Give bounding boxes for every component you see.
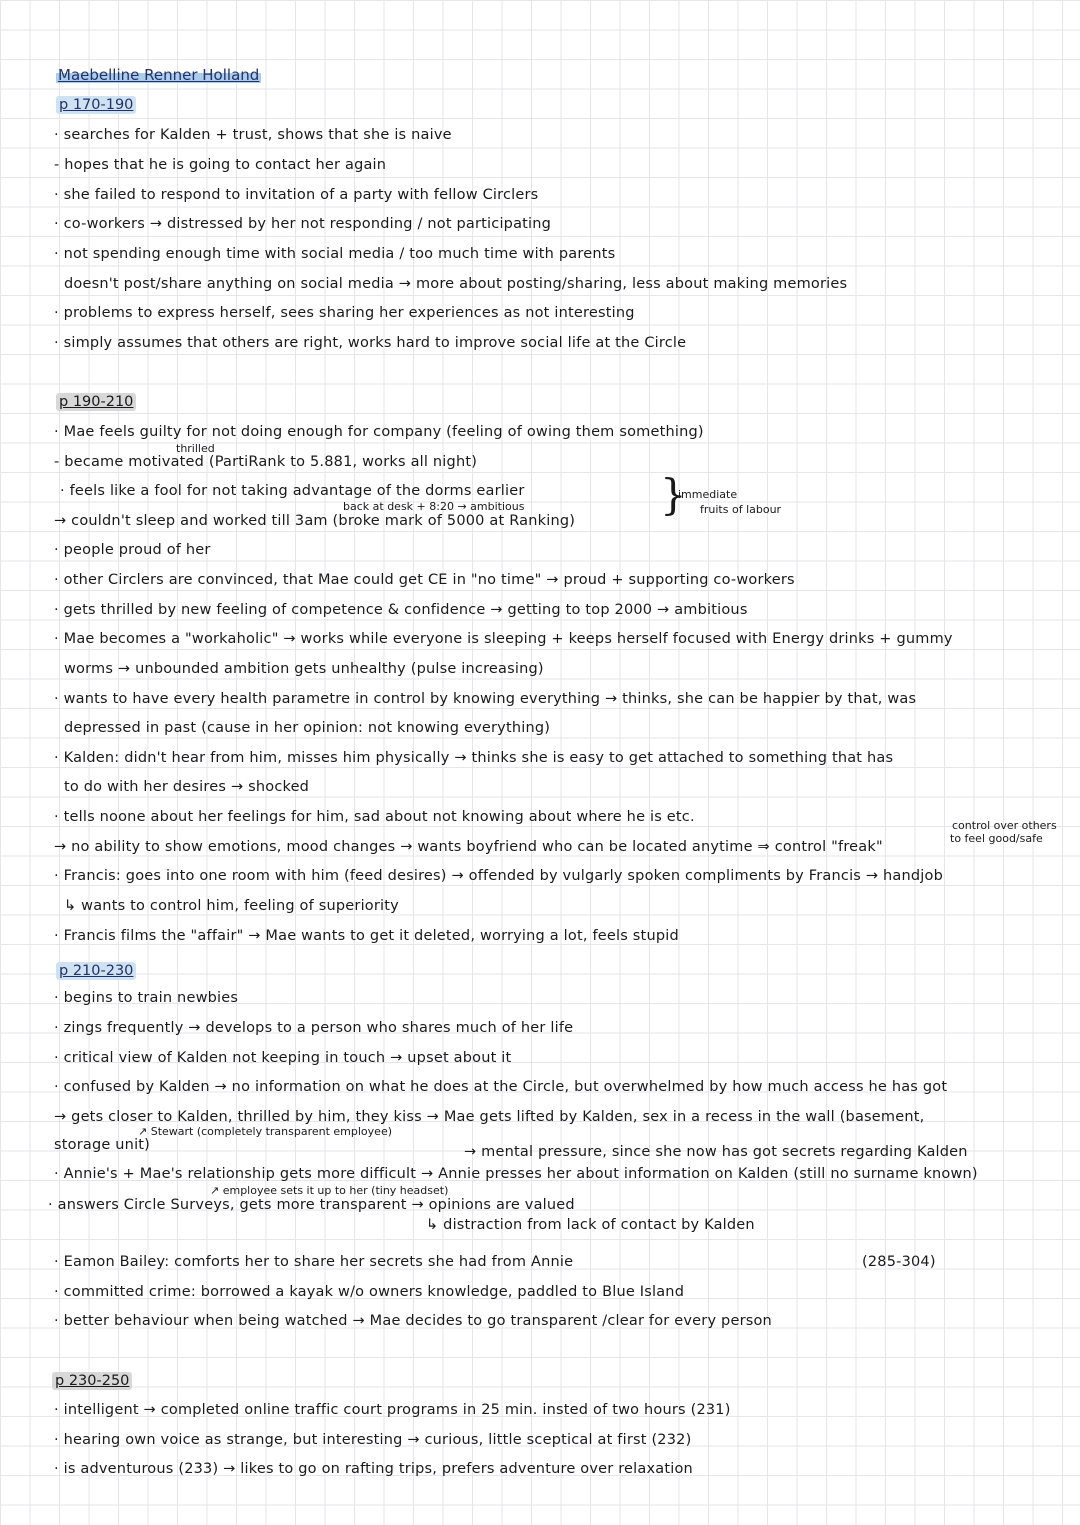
- note-line: · she failed to respond to invitation of a party with fellow Circlers: [54, 187, 539, 203]
- annotation-fruits-of-labour: fruits of labour: [700, 503, 782, 516]
- note-line: · not spending enough time with social media / too much time with parents: [54, 246, 616, 262]
- note-line: → gets closer to Kalden, thrilled by him, they kiss → Mae gets lifted by Kalden, sex in a recess in the wall (basement,: [54, 1109, 925, 1125]
- note-line: → couldn't sleep and worked till 3am (broke mark of 5000 at Ranking): [54, 513, 576, 529]
- page-title: Maebelline Renner Holland: [58, 66, 260, 84]
- note-line: · problems to express herself, sees sharing her experiences as not interesting: [54, 305, 635, 321]
- note-line: · tells noone about her feelings for him, sad about not knowing about where he is etc.: [54, 809, 695, 825]
- note-line: - became motivated (PartiRank to 5.881, works all night): [54, 454, 478, 470]
- note-line: · Mae becomes a "workaholic" → works while everyone is sleeping + keeps herself focused with Energy drinks + gummy: [54, 631, 953, 647]
- note-line: · Kalden: didn't hear from him, misses him physically → thinks she is easy to get attached to something that has: [54, 750, 894, 766]
- note-line: · co-workers → distressed by her not responding / not participating: [54, 216, 552, 232]
- note-line: · is adventurous (233) → likes to go on rafting trips, prefers adventure over relaxation: [54, 1461, 693, 1477]
- note-line: · hearing own voice as strange, but interesting → curious, little sceptical at first (232): [54, 1432, 692, 1448]
- note-line: · searches for Kalden + trust, shows that she is naive: [54, 127, 452, 143]
- section-heading-230-250: p 230-250: [52, 1372, 132, 1390]
- note-line: → no ability to show emotions, mood changes → wants boyfriend who can be located anytime ⇒ control "freak": [54, 839, 883, 855]
- note-line: · simply assumes that others are right, works hard to improve social life at the Circle: [54, 335, 687, 351]
- annotation-back-at-desk: back at desk + 8:20 → ambitious: [343, 500, 525, 513]
- page-reference: (285-304): [862, 1254, 936, 1270]
- note-line: to do with her desires → shocked: [64, 779, 310, 795]
- section-heading-210-230: p 210-230: [56, 962, 136, 980]
- note-line: · confused by Kalden → no information on what he does at the Circle, but overwhelmed by how much access he has got: [54, 1079, 948, 1095]
- note-line: · critical view of Kalden not keeping in touch → upset about it: [54, 1050, 512, 1066]
- annotation-to-feel-good-safe: to feel good/safe: [950, 832, 1043, 845]
- note-line: · wants to have every health parametre in control by knowing everything → thinks, she can be happier by that, was: [54, 691, 917, 707]
- annotation-thrilled: thrilled: [176, 442, 215, 455]
- note-line: storage unit): [54, 1137, 151, 1153]
- annotation-mental-pressure: → mental pressure, since she now has got secrets regarding Kalden: [464, 1144, 968, 1160]
- note-line: · Annie's + Mae's relationship gets more difficult → Annie presses her about information on Kalden (still no surname known): [54, 1166, 978, 1182]
- note-line: doesn't post/share anything on social media → more about posting/sharing, less about making memories: [64, 276, 848, 292]
- annotation-immediate: immediate: [678, 488, 738, 501]
- section-heading-190-210: p 190-210: [56, 393, 136, 411]
- note-line: · feels like a fool for not taking advantage of the dorms earlier: [60, 483, 525, 499]
- note-line: · gets thrilled by new feeling of competence & confidence → getting to top 2000 → ambitious: [54, 602, 748, 618]
- note-line: ↳ distraction from lack of contact by Kalden: [426, 1217, 755, 1233]
- note-line: - hopes that he is going to contact her again: [54, 157, 387, 173]
- note-line: · better behaviour when being watched → Mae decides to go transparent /clear for every person: [54, 1313, 772, 1329]
- note-line: · Francis: goes into one room with him (feed desires) → offended by vulgarly spoken compliments by Francis → handjob: [54, 868, 943, 884]
- note-line: · answers Circle Surveys, gets more transparent → opinions are valued: [48, 1197, 575, 1213]
- section-heading-170-190: p 170-190: [56, 96, 136, 114]
- note-line: · zings frequently → develops to a person who shares much of her life: [54, 1020, 574, 1036]
- note-line: · people proud of her: [54, 542, 211, 558]
- annotation-control-over-others: control over others: [952, 819, 1057, 832]
- annotation-employee-headset: ↗ employee sets it up to her (tiny headset): [210, 1184, 449, 1197]
- note-line: · other Circlers are convinced, that Mae could get CE in "no time" → proud + supporting co-workers: [54, 572, 795, 588]
- note-line: · Eamon Bailey: comforts her to share her secrets she had from Annie: [54, 1254, 574, 1270]
- note-line: · begins to train newbies: [54, 990, 239, 1006]
- note-line: worms → unbounded ambition gets unhealthy (pulse increasing): [64, 661, 544, 677]
- note-line: · committed crime: borrowed a kayak w/o owners knowledge, paddled to Blue Island: [54, 1284, 685, 1300]
- note-line: ↳ wants to control him, feeling of superiority: [64, 898, 399, 914]
- note-line: · Mae feels guilty for not doing enough for company (feeling of owing them something): [54, 424, 704, 440]
- note-line: · intelligent → completed online traffic court programs in 25 min. insted of two hours (231): [54, 1402, 731, 1418]
- note-line: depressed in past (cause in her opinion: not knowing everything): [64, 720, 551, 736]
- note-line: · Francis films the "affair" → Mae wants to get it deleted, worrying a lot, feels stupid: [54, 928, 679, 944]
- annotation-stewart: ↗ Stewart (completely transparent employee): [138, 1125, 392, 1138]
- curly-brace-icon: }: [660, 470, 687, 519]
